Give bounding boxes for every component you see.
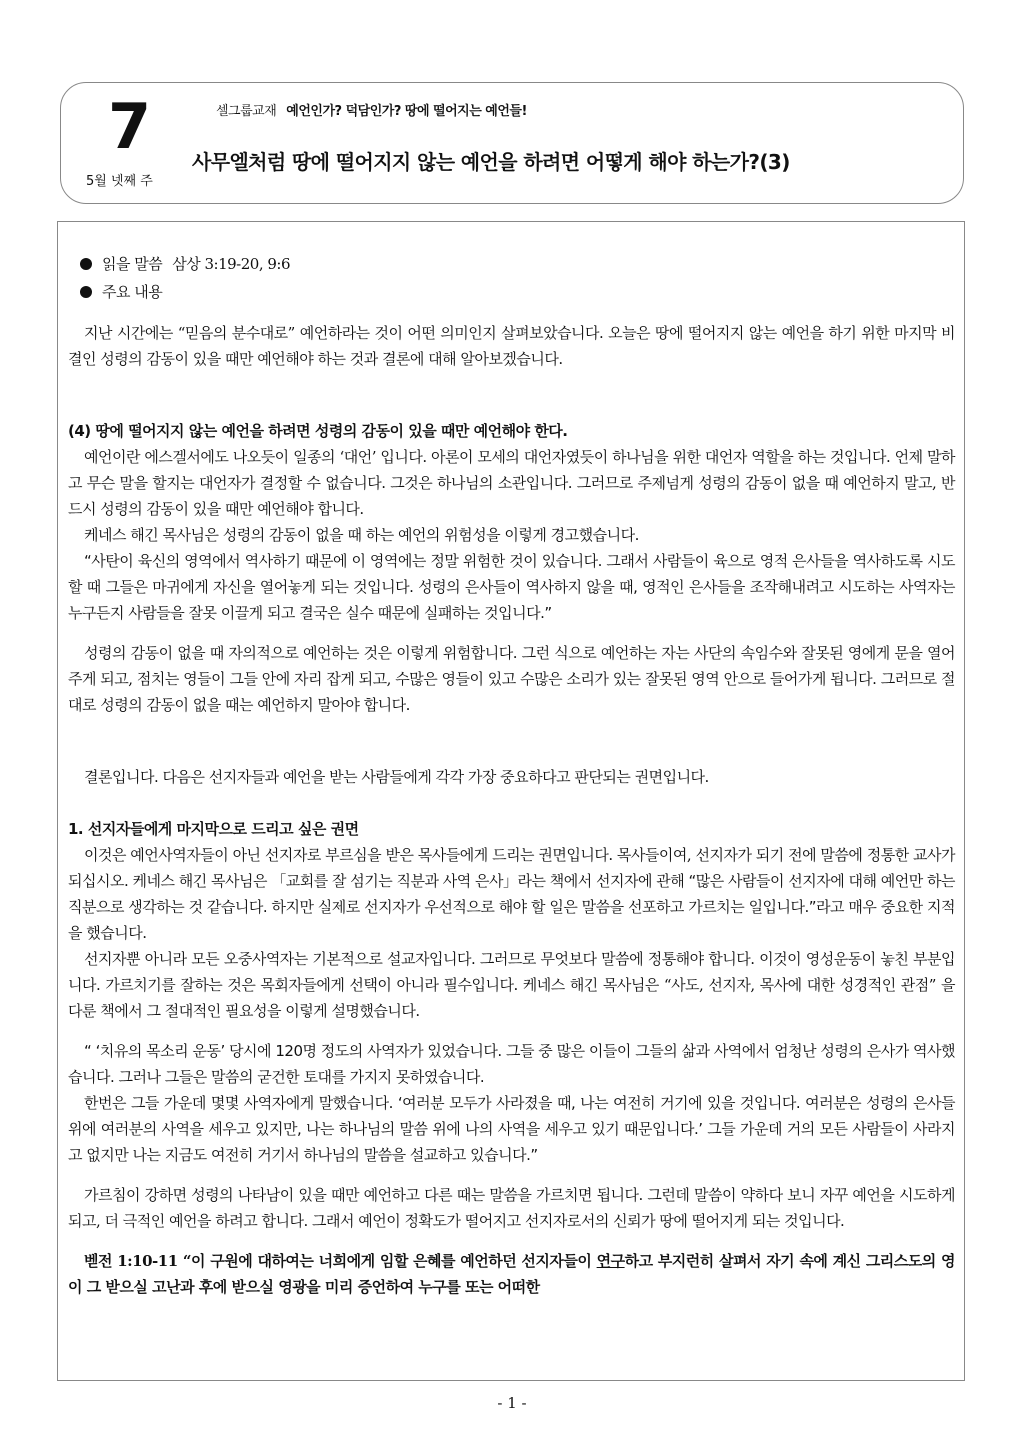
week-label: 5월 넷째 주: [86, 174, 153, 189]
verse-ref: 벧전 1:10-11: [84, 1252, 178, 1270]
series-label: 셀그룹교재: [216, 104, 277, 119]
series-line: [216, 100, 527, 119]
conclusion-text: 다음은 선지자들과 예언을 받는 사람들에게 각각 가장 중요하다고 판단되는 권면입니다.: [158, 768, 709, 786]
verse-text-b: 하고 부지런히 살펴서 자기 속에 계신 그리스도의 영이 그 받으실 고난과 후에 받으실 영광을 미리 증언하여 누구를 또는 어떠한: [68, 1252, 955, 1296]
section4-quote: “사탄이 육신의 영역에서 역사하기 때문에 이 영역에는 정말 위험한 것이 있습니다. 그래서 사람들이 육으로 영적 은사들을 역사하도록 시도할 때 그들은 마귀에게 자신을 열어놓게 되는 것입니다. 성령의 은사들이 역사하지 않을 때, 영적인 은사들을 조작해내려고 시도하는 사역자는 누구든지 사람들을 잘못 이끌게 되고 결국은 실수 때문에 실패하는 것입니다.”: [68, 552, 955, 622]
page-number: - 1 -: [497, 1394, 527, 1412]
reading-value: 삼상 3:19-20, 9:6: [172, 255, 290, 273]
section1-quote-2: 한번은 그들 가운데 몇몇 사역자에게 말했습니다. ‘여러분 모두가 사라졌을 때, 나는 여전히 거기에 있을 것입니다. 여러분은 성령의 은사들 위에 여러분의 사역을 세우고 있지만, 나는 하나님의 말씀 위에 나의 사역을 세우고 있기 때문입니다.’ 그들 가운데 거의 모든 사람들이 사라지고 없지만 나는 지금도 여전히 거기서 하나님의 말씀을 설교하고 있습니다.”: [68, 1094, 955, 1164]
section1-paragraph-1: [68, 842, 955, 946]
lesson-number: 7: [108, 90, 152, 163]
reading-label: 읽을 말씀: [102, 255, 163, 273]
section1-p1-a: 이것은 예언사역자들이 아닌 선지자로 부르심을 받은 목사들에게 드리는 권면입니다. 목사들이여, 선지자가 되기 전에 말씀에 정통한 교사가 되십시오. 케네스 해긴 목사님은: [68, 846, 955, 890]
intro-paragraph: 지난 시간에는 “믿음의 분수대로” 예언하라는 것이 어떤 의미인지 살펴보았습니다. 오늘은 땅에 떨어지지 않는 예언을 하기 위한 마지막 비결인 성령의 감동이 있을 때만 예언해야 하는 것과 결론에 대해 알아보겠습니다.: [68, 324, 955, 368]
section1-quote-1: “ ‘치유의 목소리 운동’ 당시에 120명 정도의 사역자가 있었습니다. 그들 중 많은 이들이 그들의 삶과 사역에서 엄청난 성령의 은사가 역사했습니다. 그러나 그들은 말씀의 굳건한 토대를 가지지 못하였습니다.: [68, 1042, 955, 1086]
section1-paragraph-2: 선지자뿐 아니라 모든 오중사역자는 기본적으로 설교자입니다. 그러므로 무엇보다 말씀에 정통해야 합니다. 이것이 영성운동이 놓친 부분입니다. 가르치기를 잘하는 것은 목회자들에게 선택이 아니라 필수입니다. 케네스 해긴 목사님은 “사도, 선지자, 목사에 대한 성경적인 관점” 을 다룬 책에서 그 절대적인 필요성을 이렇게 설명했습니다.: [68, 950, 955, 1020]
main-content-label: 주요 내용: [102, 283, 163, 301]
content: [68, 250, 955, 1300]
section1-heading: 1. 선지자들에게 마지막으로 드리고 싶은 권면: [68, 820, 359, 838]
section1-paragraph-3: 가르침이 강하면 성령의 나타남이 있을 때만 예언하고 다른 때는 말씀을 가르치면 됩니다. 그런데 말씀이 약하다 보니 자꾸 예언을 시도하게 되고, 더 극적인 예언을 하려고 합니다. 그래서 예언이 정확도가 떨어지고 선지자로서의 신뢰가 땅에 떨어지게 되는 것입니다.: [68, 1186, 955, 1230]
verse-text-a: “이 구원에 대하여는 너희에게 임할 은혜를 예언하던 선지자들이: [177, 1252, 597, 1270]
bullet-icon: [80, 286, 92, 298]
section4-heading: (4) 땅에 떨어지지 않는 예언을 하려면 성령의 감동이 있을 때만 예언해야 한다.: [68, 422, 568, 440]
section4-paragraph-3: 성령의 감동이 없을 때 자의적으로 예언하는 것은 이렇게 위험합니다. 그런 식으로 예언하는 자는 사단의 속임수와 잘못된 영에게 문을 열어주게 되고, 점치는 영들이 그들 안에 자리 잡게 되고, 수많은 영들이 있고 수많은 소리가 있는 잘못된 영역 안으로 들어가게 됩니다. 그러므로 절대로 성령의 감동이 없을 때는 예언하지 말아야 합니다.: [68, 644, 955, 714]
conclusion-lead: 결론입니다.: [84, 768, 159, 786]
reading-line: [68, 250, 955, 278]
page-title: 사무엘처럼 땅에 떨어지지 않는 예언을 하려면 어떻게 해야 하는가?(3): [192, 150, 790, 174]
section1-p1-b: 「교회를 잘 섬기는 직분과 사역 은사」라는 책에서 선지자에 관해 “많은 사람들이 선지자에 대해 예언만 하는 직분으로 생각하는 것 같습니다. 하지만 실제로 선지자가 우선적으로 해야 할 일은 말씀을 선포하고 가르치는 일입니다.”: [68, 872, 955, 916]
series-title: 예언인가? 덕담인가? 땅에 떨어지는 예언들!: [286, 104, 527, 119]
main-content-line: [68, 278, 955, 306]
conclusion-paragraph: [68, 764, 955, 790]
section4-paragraph-1: 예언이란 에스겔서에도 나오듯이 일종의 ‘대언’ 입니다. 아론이 모세의 대언자였듯이 하나님을 위한 대언자 역할을 하는 것입니다. 언제 말하고 무슨 말을 할지는 대언자가 결정할 수 없습니다. 그것은 하나님의 소관입니다. 그러므로 주제넘게 성령의 감동이 없을 때 예언하지 말고, 반드시 성령의 감동이 있을 때만 예언해야 합니다.: [68, 448, 955, 518]
verse-underlined: 연구: [596, 1252, 625, 1270]
section1-p1-c: 라고 매우 중요한 지적을 했습니다.: [68, 898, 955, 942]
bullet-icon: [80, 258, 92, 270]
section4-paragraph-2: 케네스 해긴 목사님은 성령의 감동이 없을 때 하는 예언의 위험성을 이렇게 경고했습니다.: [84, 526, 639, 544]
verse-paragraph: [68, 1248, 955, 1300]
